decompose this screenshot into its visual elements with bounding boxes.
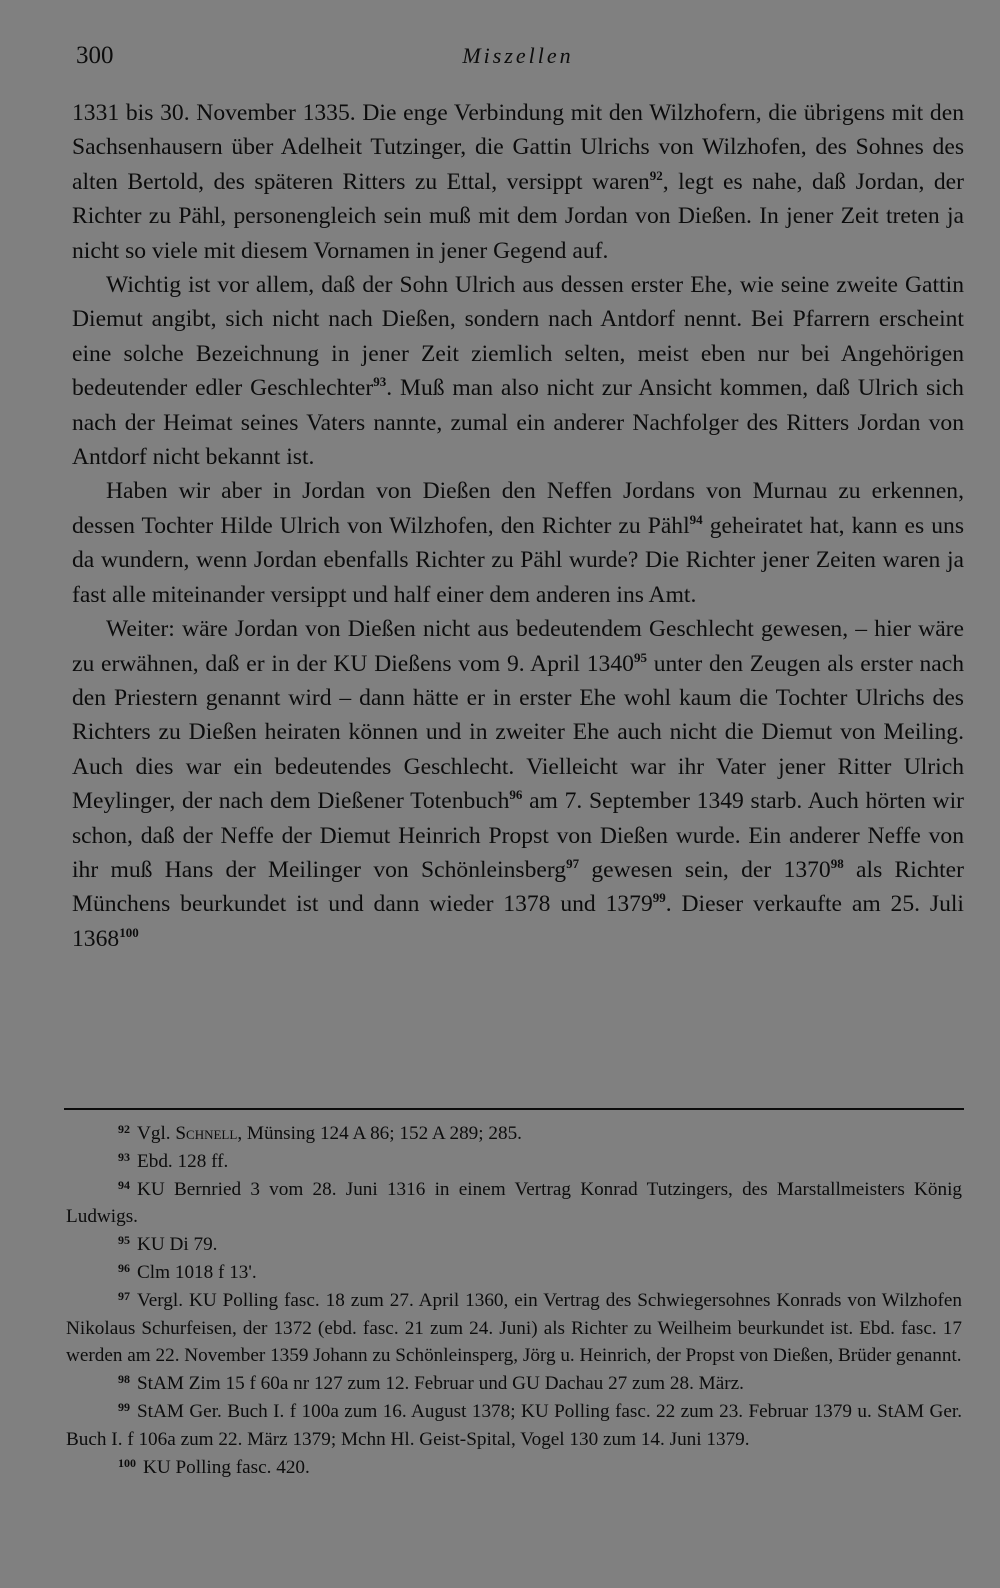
footnotes bbox=[66, 1120, 962, 1481]
page-header bbox=[74, 40, 962, 74]
text-segment: am 7. September 1349 starb. Auch hörten wir schon, daß der Neffe der Diemut Heinrich Propst von Dießen wurde. Ein anderer Neffe von ihr muß Hans der Meilinger von Schönleinsberg bbox=[72, 788, 964, 883]
footnote-ref[interactable]: 100 bbox=[119, 924, 139, 940]
footnote-text: Clm 1018 f 13'. bbox=[137, 1261, 257, 1283]
footnote-text: , Münsing 124 A 86; 152 A 289; 285. bbox=[237, 1123, 522, 1144]
running-title: Miszellen bbox=[462, 43, 574, 68]
footnote-text: StAM Ger. Buch I. f 100a zum 16. August 1378; KU Polling fasc. 22 zum 23. Februar 1379 u. StAM Ger. Buch I. f 106a zum 22. März 1379; Mchn Hl. Geist-Spital, Vogel 130 zum 14. Juni 1379. bbox=[66, 1400, 962, 1450]
footnote-text: KU Di 79. bbox=[137, 1234, 218, 1256]
paragraph bbox=[72, 612, 964, 956]
page-number: 300 bbox=[76, 42, 114, 69]
text-segment: gewesen sein, der 1370 bbox=[579, 856, 831, 883]
footnote: 97 Vergl. KU Polling fasc. 18 zum 27. April 1360, ein Vertrag des Schwiegersohnes Konrads von Wilzhofen Nikolaus Schurfeisen, der 1372 (ebd. fasc. 21 zum 24. Juni) als Richter zu Weilheim beurkundet ist. Ebd. fasc. 17 werden am 22. November 1359 Johann zu Schönleinsperg, Jörg u. Heinrich, der Propst von Dießen, Brüder genannt. bbox=[66, 1288, 962, 1367]
text-segment: . Dieser verkaufte am 25. Juli 1368 bbox=[72, 891, 964, 952]
footnote-ref[interactable]: 92 bbox=[649, 167, 663, 183]
text-segment: , legt es nahe, daß Jordan, der Richter zu Pähl, personengleich sein muß mit dem Jordan von Dießen. In jener Zeit treten ja nicht so viele mit diesem Vornamen in jener Gegend auf. bbox=[72, 168, 964, 264]
text-segment: Wichtig ist vor allem, daß der Sohn Ulrich aus dessen erster Ehe, wie seine zweite Gattin Diemut angibt, sich nicht nach Dießen, sondern nach Antdorf nennt. Bei Pfarrern erscheint eine solche Bezeichnung in jener Zeit ziemlich selten, meist eben nur bei Angehörigen bedeutender edler Geschlechter bbox=[72, 272, 964, 402]
body-text bbox=[72, 96, 964, 956]
footnote: 95 KU Di 79. bbox=[118, 1233, 218, 1256]
footnote-text: KU Bernried 3 vom 28. Juni 1316 in einem Vertrag Konrad Tutzingers, des Marstallmeisters König Ludwigs. bbox=[66, 1178, 962, 1228]
footnote: 96 Clm 1018 f 13'. bbox=[118, 1260, 257, 1283]
footnote-ref[interactable]: 96 bbox=[509, 787, 523, 803]
footnote-divider bbox=[64, 1108, 964, 1110]
text-segment: Weiter: wäre Jordan von Dießen nicht aus bedeutendem Geschlecht gewesen, – hier wäre zu erwähnen, daß er in der KU Dießens vom 9. April 1340 bbox=[72, 616, 964, 677]
footnote-ref[interactable]: 93 bbox=[373, 374, 387, 390]
paragraph bbox=[72, 268, 964, 474]
footnote-ref[interactable]: 97 bbox=[566, 855, 580, 871]
footnote: 93 Ebd. 128 ff. bbox=[118, 1149, 229, 1172]
footnote: 100 KU Polling fasc. 420. bbox=[118, 1455, 310, 1478]
text-segment: Haben wir aber in Jordan von Dießen den Neffen Jordans von Murnau zu erkennen, dessen Tochter Hilde Ulrich von Wilzhofen, den Richter zu Pähl bbox=[72, 478, 964, 539]
text-segment: 1331 bis 30. November 1335. Die enge Verbindung mit den Wilzhofern, die übrigens mit den Sachsenhausern über Adelheit Tutzinger, die Gattin Ulrichs von Wilzhofen, des Sohnes des alten Bertold, des späteren Ritters zu Ettal, versippt waren bbox=[72, 100, 964, 195]
text-segment: geheiratet hat, kann es uns da wundern, wenn Jordan ebenfalls Richter zu Pähl wurde? Die Richter jener Zeiten waren ja fast alle miteinander versippt und half einer dem anderen ins Amt. bbox=[72, 512, 965, 608]
footnote: 98 StAM Zim 15 f 60a nr 127 zum 12. Februar und GU Dachau 27 zum 28. März. bbox=[118, 1372, 744, 1395]
text-segment: unter den Zeugen als erster nach den Priestern genannt wird – dann hätte er in erster Ehe wohl kaum die Tochter Ulrichs des Richters zu Dießen heiraten können und in zweiter Ehe auch nicht die Diemut von Meiling. Auch dies war ein bedeutendes Geschlecht. Vielleicht war ihr Vater jener Ritter Ulrich Meylinger, der nach dem Dießener Totenbuch bbox=[72, 650, 964, 815]
footnote-ref[interactable]: 98 bbox=[830, 855, 844, 871]
paragraph bbox=[72, 96, 964, 268]
footnote-text: Vgl. bbox=[137, 1123, 176, 1144]
footnote-text: Ebd. 128 ff. bbox=[137, 1150, 229, 1172]
paragraph bbox=[72, 474, 964, 612]
footnote-text: KU Polling fasc. 420. bbox=[143, 1456, 310, 1478]
footnote: 94 KU Bernried 3 vom 28. Juni 1316 in einem Vertrag Konrad Tutzingers, des Marstallmeisters König Ludwigs. bbox=[66, 1177, 962, 1228]
footnote-text: Vergl. KU Polling fasc. 18 zum 27. April 1360, ein Vertrag des Schwiegersohnes Konrads von Wilzhofen Nikolaus Schurfeisen, der 1372 (ebd. fasc. 21 zum 24. Juni) als Richter zu Weilheim beurkundet ist. Ebd. fasc. 17 werden am 22. November 1359 Johann zu Schönleinsperg, Jörg u. Heinrich, der Propst von Dießen, Brüder genannt. bbox=[66, 1289, 962, 1367]
text-segment: . Muß man also nicht zur Ansicht kommen, daß Ulrich sich nach der Heimat seines Vaters nannte, zumal ein anderer Nachfolger des Ritters Jordan von Antdorf nicht bekannt ist. bbox=[72, 375, 964, 471]
footnote-text: StAM Zim 15 f 60a nr 127 zum 12. Februar und GU Dachau 27 zum 28. März. bbox=[137, 1373, 744, 1395]
text-segment: als Richter Münchens beurkundet ist und dann wieder 1378 und 1379 bbox=[72, 856, 964, 918]
footnote: 92 Vgl. Schnell, Münsing 124 A 86; 152 A 289; 285. bbox=[118, 1122, 522, 1144]
footnote-ref[interactable]: 99 bbox=[652, 890, 666, 906]
footnote-ref[interactable]: 94 bbox=[689, 511, 703, 527]
footnote-author: Schnell bbox=[175, 1123, 238, 1144]
footnote: 99 StAM Ger. Buch I. f 100a zum 16. August 1378; KU Polling fasc. 22 zum 23. Februar 1379 u. StAM Ger. Buch I. f 106a zum 22. März 1379; Mchn Hl. Geist-Spital, Vogel 130 zum 14. Juni 1379. bbox=[66, 1399, 962, 1450]
footnote-ref[interactable]: 95 bbox=[633, 649, 647, 665]
